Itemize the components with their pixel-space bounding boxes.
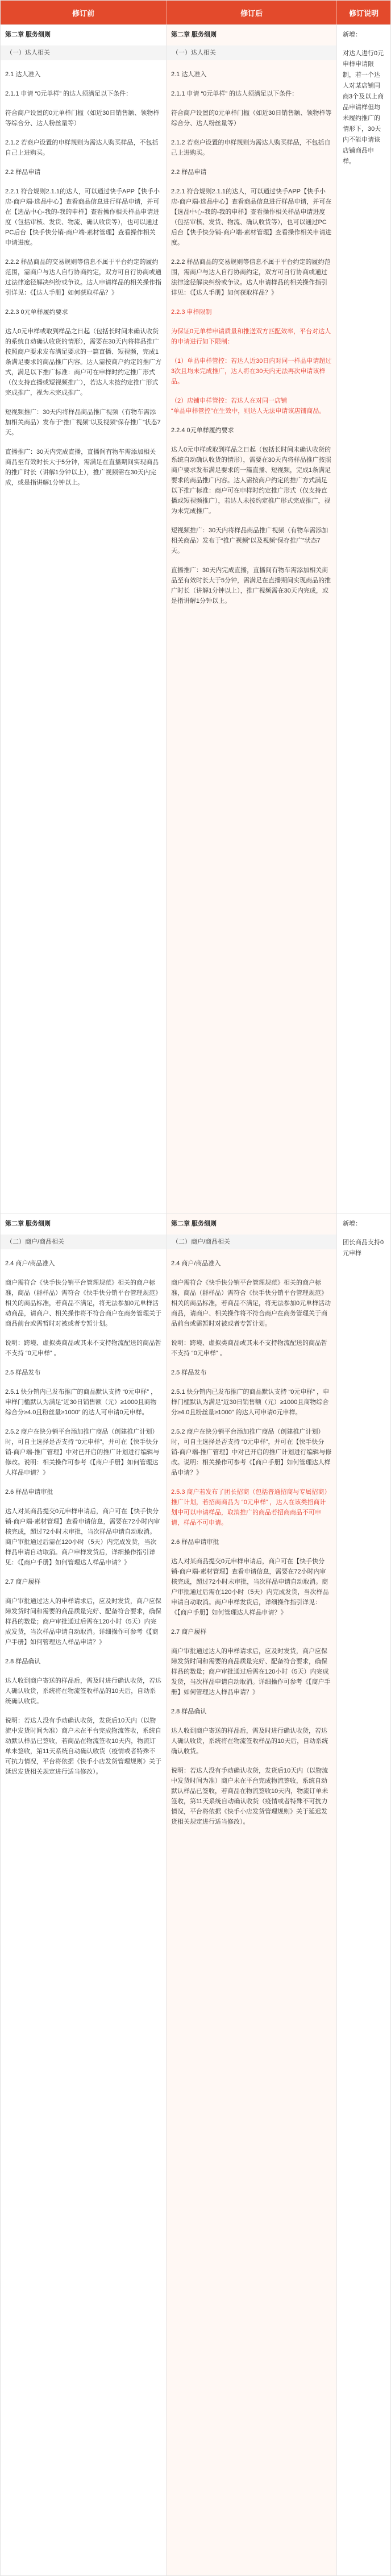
header-notes: 修订说明 bbox=[337, 1, 390, 24]
rule-paragraph: 2.7 商户履样 bbox=[5, 1579, 41, 1585]
rule-paragraph: 2.4 商户/商品准入 bbox=[5, 1260, 55, 1267]
rule-paragraph: 符合商户设置的0元单样门槛（如近30日销售额、领物样等综合分、达人粉丝量等） bbox=[5, 110, 160, 127]
note-label: 新增： bbox=[343, 31, 361, 38]
rule-paragraph: 说明：若达人没有手动确认收货，发货后10天内（以物流中发货时间为准）商户未在平台完成物流签收，系统自动默认样品已签收，若商品在物流签收10天内，物流订单未签收，第11天系统自动确认收货（疫情或者特殊不可抗力情况，平台将依据《快手小店发货管理规则》关于延迟发货相关规定进行适当修改）。 bbox=[5, 1717, 161, 1775]
rule-paragraph: 2.5 样品发布 bbox=[5, 1369, 41, 1376]
rule-paragraph: 2.5.2 商户在快分销平台添加推广商品（创建推广计划）时，可自主选择是否支持 “0元申样”，并可在【快手快分销-商户端-推广管理】中对已开启的推广计划进行编辑与修改。说明：相关操作可参考《【商户手册】如何管理达人样品申请？》 bbox=[171, 1428, 332, 1476]
rule-paragraph: 2.6 样品申请审批 bbox=[5, 1489, 53, 1496]
note-label: 新增： bbox=[343, 1220, 361, 1227]
rule-paragraph: 达人0元申样或取到样品之日起（包括长时间未确认收货的系统自动确认收货的情形），需要在30天内将样品推广按照商户要求发布满足要求的一篇直播、短视频，完成1条满足要求的商品推广内容。达人需按商户约定的推广方式满足以下推广标准：商户可在申样时约定推广形式（仅支持直播或短视频推广），若达人未按约定推广形式完成推广，视为未完成推广。 bbox=[171, 446, 331, 515]
rule-paragraph: 2.2.1 符合规则2.1.1的达人，可以通过快手APP【快手小店-商户端-选品中心】查看商品信息进行样品申请，并可在【选品中心-我的-我的申样】查看操作相关样品申请进度（包括审核、发货、物流、确认收货等），也可以通过PC后台【快手快分销-商户端-素材管理】查看操作相关申请进度。 bbox=[171, 188, 332, 246]
rule-paragraph: 为保证0元单样申请质量和推送双方匹配效率，平台对达人的申请进行如下限制： bbox=[171, 328, 331, 345]
rule-paragraph: 2.2.2 样品商品的交易规则等信息不属于平台约定的履约范围，需商户与达人自行协商约定，双方可自行协商或通过法律途径解决纠纷或争议。达人申请样品的相关操作指引详见：《【达人手册】如何获取样品？》 bbox=[5, 259, 161, 296]
rule-paragraph: 2.5.3 商户若发布了团长招商（包括普通招商与专属招商）推广计划，若招商商品为 “0元申样” ，达人在该类招商计划中可以申请样品，取消推广的商品若招商商品不可申请，样品不可申请。 bbox=[171, 1489, 331, 1526]
chapter-title: 第二章 服务细则 bbox=[5, 31, 51, 38]
rule-paragraph: 2.5.2 商户在快分销平台添加推广商品（创建推广计划）时，可自主选择是否支持 “0元申样”，并可在【快手快分销-商户端-推广管理】中对已开启的推广计划进行编辑与修改。说明：相关操作可参考《【商户手册】如何管理达人样品申请？》 bbox=[5, 1428, 160, 1476]
rule-paragraph: 短视频推广：30天内将样品商品推广视频（有物车需添加相关商品）发布于“推广视频”以及视频“保存推广”状态7天。 bbox=[5, 409, 161, 436]
rule-paragraph: 商户审批通过达人的申样请求后，应及时发货，商户应保障发货时间和需要的商品质量完好、配备符合要求，确保样品的数量；商户审批通过后需在120小时（5天）内完成发货，当次样品申请自动取消。详细操作可参考《【商户手册】如何管理达人样品申请？》 bbox=[171, 1648, 331, 1696]
rule-paragraph: 2.7 商户履样 bbox=[171, 1629, 207, 1635]
rule-paragraph: 2.1 达人准入 bbox=[171, 71, 207, 78]
rule-paragraph: 商户需符合《快手快分销平台管理规范》相关的商户标准，商品（群样品）需符合《快手快分销平台管理规范》相关的商品标准，若商品不满足，将无法参加0元单样活动商品，请商户、相关操作将不符合商户在商务管理关于商品前台或需暂时对被或者专暂计划。 bbox=[171, 1279, 331, 1327]
before-column bbox=[1, 25, 167, 1214]
note-text: 团长商品支持0元申样 bbox=[343, 1239, 384, 1257]
subsection-heading: （一）达人相关 bbox=[167, 45, 336, 60]
before-column bbox=[1, 1214, 167, 2576]
rule-paragraph: 达人收到商户寄送的样品后，需及时进行确认收货，若达人确认收货，系统将在物流签收样品的10天后，自动系统确认收货。 bbox=[171, 1728, 328, 1755]
rule-paragraph: 说明：跨境、虚拟类商品或其未不支持物流配送的商品暂不支持 “0元申样” 。 bbox=[171, 1340, 327, 1357]
rule-paragraph: 达人对某商品提交0元申样申请后，商户可在【快手快分销-商户端-素材管理】查看申请信息，需要在72小时内审核完成，超过72小时未审批，当次样品申请自动取消。商户审批通过后需在120小时（5天）内完成发货，当次样品申请自动取消。商户申样发货后，详细操作指引详见：《【商户手册】如何管理达人样品申请？》 bbox=[171, 1558, 329, 1616]
after-column bbox=[167, 25, 337, 1214]
header-after: 修订后 bbox=[167, 1, 337, 24]
rule-paragraph: 2.2.4 0元单样履约要求 bbox=[171, 427, 234, 434]
rule-paragraph: （2）店铺申样管控：若达人在对同一店铺 “单品申样管控”在生效中，则达人无法申请该店铺商品。 bbox=[171, 397, 326, 415]
rule-paragraph: 2.1.1 申请 “0元单样” 的达人须满足以下条件： bbox=[5, 90, 132, 97]
rule-paragraph: 直播推广：30天内完成直播，直播间有物车需添加相关商品至有效时长大于5分钟，需满足在直播期间实现商品的推广时长（讲解1分钟以上），推广视频需在30天内完成，或是指讲解1分钟以上。 bbox=[171, 567, 331, 604]
rule-paragraph: 2.5.1 快分销内已发布推广的商品默认支持 “0元申样” ，申样门槛默认为满足“近30日销售额（元）≥1000且商物综合分≥4.0且粉丝量≥1000” 的达人可申请0元申样。 bbox=[5, 1389, 157, 1416]
rule-paragraph: 达人收到商户寄送的样品后，需及时进行确认收货，若达人确认收货，系统将在物流签收样品的10天后，自动系统确认收货。 bbox=[5, 1678, 161, 1705]
note-text: 对达人进行0元申样申请限制，若一个达人对某店铺同商3个及以上商品申请样但均未履约推广的情形下，30天内不能申请该店铺商品申样。 bbox=[343, 50, 384, 165]
rule-paragraph: 符合商户设置的0元单样门槛（如近30日销售额、领物样等综合分、达人粉丝量等） bbox=[171, 110, 332, 127]
rule-paragraph: 商户需符合《快手快分销平台管理规范》相关的商户标准，商品（群样品）需符合《快手快分销平台管理规范》相关的商品标准，若商品不满足，将无法参加0元单样活动商品，请商户、相关操作将不符合商户在商务管理关于商品前台或需暂时对被或者专暂计划。 bbox=[5, 1279, 161, 1327]
rule-paragraph: （1）单品申样管控：若达人近30日内对同一样品申请超过3次且均未完成推广，达人将在30天内无法再次申请该样品。 bbox=[171, 358, 332, 385]
after-column bbox=[167, 1214, 337, 2576]
notes-column bbox=[337, 1214, 390, 2576]
section-talent bbox=[1, 24, 390, 1214]
rule-paragraph: 2.1.1 申请 “0元单样” 的达人须满足以下条件： bbox=[171, 90, 298, 97]
chapter-title: 第二章 服务细则 bbox=[171, 1220, 217, 1227]
rule-paragraph: 2.2 样品申请 bbox=[5, 169, 41, 176]
notes-column bbox=[337, 25, 390, 1214]
rule-paragraph: 2.5 样品发布 bbox=[171, 1369, 207, 1376]
rule-paragraph: 2.8 样品确认 bbox=[5, 1658, 41, 1665]
rule-paragraph: 达人对某商品提交0元申样申请后，商户可在【快手快分销-商户端-素材管理】查看申请信息，需要在72小时内审核完成，超过72小时未审批，当次样品申请自动取消。商户审批通过后需在120小时（5天）内完成发货，当次样品申请自动取消。商户申样发货后，详细操作指引详见：《【商户手册】如何管理达人样品申请？》 bbox=[5, 1508, 160, 1566]
rule-paragraph: 直播推广：30天内完成直播，直播间有物车需添加相关商品至有效时长大于5分钟，需满足在直播期间实现商品的推广时长（讲解1分钟以上），推广视频需在30天内完成，或是指讲解1分钟以上。 bbox=[5, 449, 159, 486]
chapter-title: 第二章 服务细则 bbox=[171, 31, 217, 38]
rule-paragraph: 2.2.1 符合规则2.1.1的达人，可以通过快手APP【快手小店-商户端-选品中心】查看商品信息进行样品申请，并可在【选品中心-我的-我的申样】查看操作相关样品申请进度（包括审核、发货、物流、确认收货等），也可以通过PC后台【快手快分销-商户端-素材管理】查看操作相关申请进度。 bbox=[5, 188, 160, 246]
rule-paragraph: 短视频推广：30天内将样品商品推广视频（有物车需添加相关商品）发布于“推广视频”以及视频“保存推广”状态7天。 bbox=[171, 527, 328, 554]
rule-paragraph: 2.2 样品申请 bbox=[171, 169, 207, 176]
subsection-heading: （二）商户/商品相关 bbox=[1, 1235, 166, 1249]
rule-paragraph: 达人0元申样或取到样品之日起（包括长时间未确认收货的系统自动确认收货的情形），需要在30天内将样品推广按照商户要求发布满足要求的一篇直播、短视频，完成1条满足要求的商品推广内容。达人需按商户约定的推广方式，满足以下推广标准：商户可在申样时约定推广形式（仅支持直播或短视频推广），若达人未按约定推广形式完成推广，视为未完成推广。 bbox=[5, 328, 161, 396]
header-before: 修订前 bbox=[1, 1, 167, 24]
section-merchant bbox=[1, 1214, 390, 2576]
rule-paragraph: 2.8 样品确认 bbox=[171, 1708, 207, 1715]
rule-paragraph: 2.1.2 若商户设置的申样规则为需达人购买样品，不包括自己上进购买。 bbox=[171, 139, 331, 156]
table-header-row bbox=[1, 1, 390, 24]
subsection-heading: （一）达人相关 bbox=[1, 45, 166, 60]
rule-paragraph: 2.2.3 申样限制 bbox=[171, 309, 212, 316]
subsection-heading: （二）商户/商品相关 bbox=[167, 1235, 336, 1249]
rule-paragraph: 2.6 样品申请审批 bbox=[171, 1539, 219, 1546]
rule-paragraph: 说明：跨境、虚拟类商品或其未不支持物流配送的商品暂不支持 “0元申样” 。 bbox=[5, 1340, 161, 1357]
rule-paragraph: 2.2.2 样品商品的交易规则等信息不属于平台约定的履约范围，需商户与达人自行协商约定，双方可自行协商或通过法律途径解决纠纷或争议。达人申请样品的相关操作指引详见：《【达人手册】如何获取样品？》 bbox=[171, 259, 331, 296]
rule-paragraph: 2.1.2 若商户设置的申样规则为需达人购买样品，不包括自己上进购买。 bbox=[5, 139, 159, 156]
rule-paragraph: 商户审批通过达人的申样请求后，应及时发货，商户应保障发货时间和需要的商品质量完好、配备符合要求，确保样品的数量；商户审批通过后需在120小时（5天）内完成发货，当次样品申请自动取消。详细操作可参考《【商户手册】如何管理达人样品申请？》 bbox=[5, 1598, 161, 1646]
rule-paragraph: 2.2.3 0元单样履约要求 bbox=[5, 309, 68, 316]
rule-paragraph: 2.5.1 快分销内已发布推广的商品默认支持 “0元申样” ，申样门槛默认为满足“近30日销售额（元）≥1000且商物综合分≥4.0且粉丝量≥1000” 的达人可申请0元申样。 bbox=[171, 1389, 330, 1416]
rule-paragraph: 2.4 商户/商品准入 bbox=[171, 1260, 221, 1267]
rule-paragraph: 2.1 达人准入 bbox=[5, 71, 41, 78]
rule-paragraph: 说明：若达人没有手动确认收货，发货后10天内（以物流中发货时间为准）商户未在平台完成物流签收，系统自动默认样品已签收，若商品在物流签收10天内，物流订单未签收，第11天系统自动确认收货（疫情或者特殊不可抗力情况，平台将依据《快手小店发货管理规则》关于延迟发货相关规定进行适当修改）。 bbox=[171, 1767, 328, 1825]
chapter-title: 第二章 服务细则 bbox=[5, 1220, 51, 1227]
